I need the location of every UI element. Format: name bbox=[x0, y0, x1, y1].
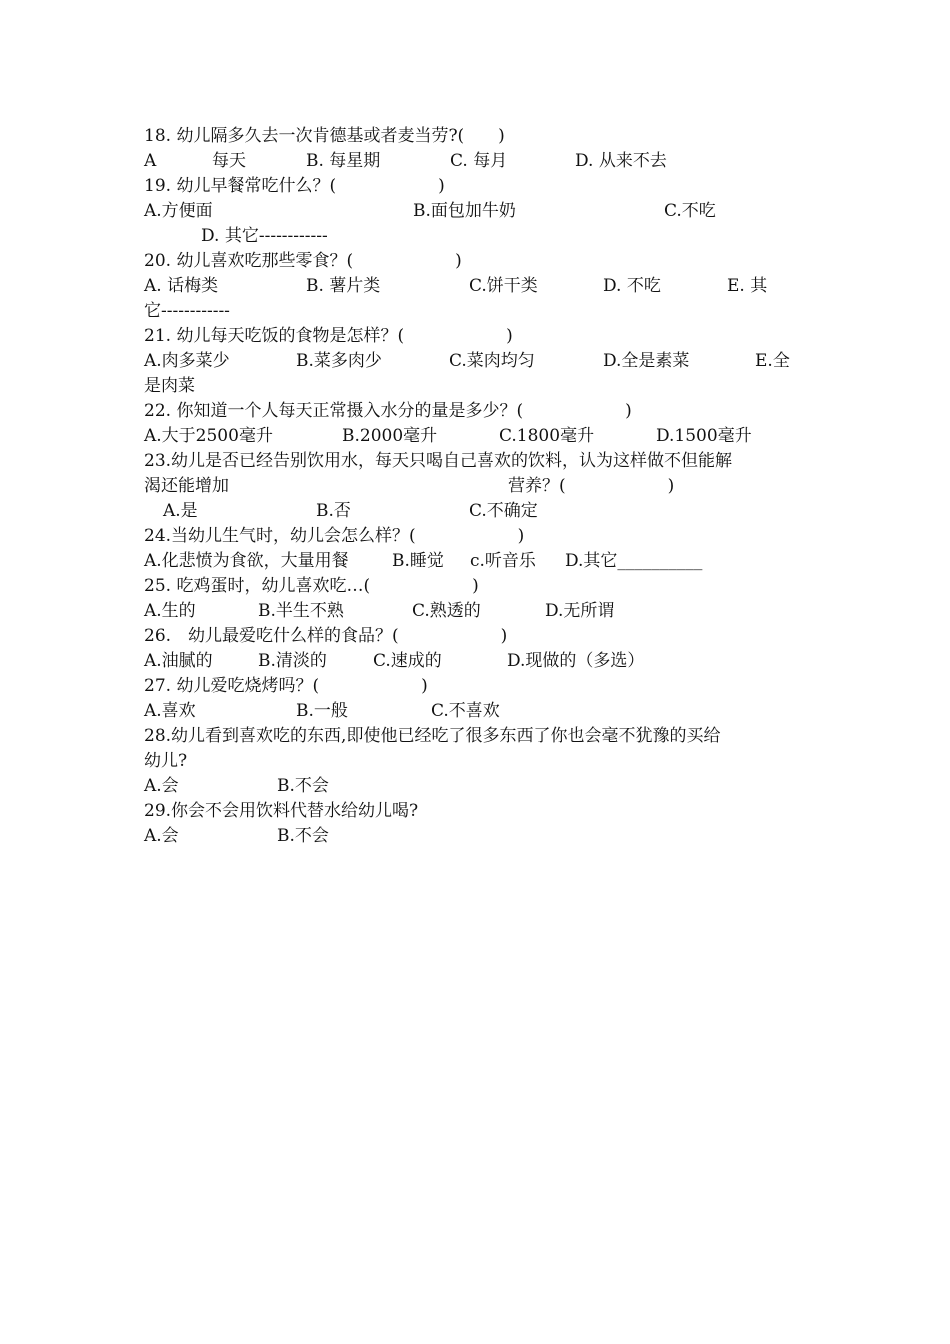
option[interactable]: B.不会 bbox=[277, 776, 329, 796]
option[interactable]: C.饼干类 bbox=[469, 276, 538, 296]
question-24: 24.当幼儿生气时，幼儿会怎么样？( ) bbox=[144, 526, 525, 546]
option[interactable]: A.油腻的 bbox=[144, 651, 213, 671]
option[interactable]: B.睡觉 bbox=[392, 551, 444, 571]
option[interactable]: A.会 bbox=[144, 826, 179, 846]
option[interactable]: A bbox=[144, 151, 157, 171]
question-18: 18. 幼儿隔多久去一次肯德基或者麦当劳?( ) bbox=[144, 126, 505, 146]
question-26: 26. 幼儿最爱吃什么样的食品？( ) bbox=[144, 626, 508, 646]
options-24 bbox=[144, 549, 703, 573]
options-27 bbox=[144, 699, 500, 723]
options-18 bbox=[144, 149, 667, 173]
question-text: 营养？( ) bbox=[508, 476, 675, 496]
option[interactable]: B.菜多肉少 bbox=[296, 351, 382, 371]
option[interactable]: B. 薯片类 bbox=[306, 276, 381, 296]
option[interactable]: C.不喜欢 bbox=[431, 701, 500, 721]
option[interactable]: A.是 bbox=[163, 501, 198, 521]
option[interactable]: B.2000毫升 bbox=[342, 426, 438, 446]
option[interactable]: c.听音乐 bbox=[470, 551, 536, 571]
option[interactable]: B.面包加牛奶 bbox=[413, 201, 516, 221]
options-28 bbox=[144, 774, 329, 798]
option[interactable]: D.1500毫升 bbox=[656, 426, 752, 446]
question-29: 29.你会不会用饮料代替水给幼儿喝? bbox=[144, 801, 419, 821]
question-19: 19. 幼儿早餐常吃什么？( ) bbox=[144, 176, 445, 196]
option[interactable]: C.菜肉均匀 bbox=[449, 351, 535, 371]
question-21: 21. 幼儿每天吃饭的食物是怎样？( ) bbox=[144, 326, 513, 346]
option[interactable]: D.全是素菜 bbox=[603, 351, 690, 371]
question-20: 20. 幼儿喜欢吃那些零食？( ) bbox=[144, 251, 462, 271]
option[interactable]: A.方便面 bbox=[144, 201, 213, 221]
option[interactable]: 每天 bbox=[212, 151, 246, 171]
question-22: 22. 你知道一个人每天正常摄入水分的量是多少？( ) bbox=[144, 401, 632, 421]
question-28-cont: 幼儿? bbox=[144, 751, 188, 771]
options-21 bbox=[144, 349, 790, 373]
option[interactable]: C.不确定 bbox=[469, 501, 538, 521]
option[interactable]: D. 其它------------ bbox=[201, 226, 328, 246]
option[interactable]: B.清淡的 bbox=[258, 651, 327, 671]
option[interactable]: C.熟透的 bbox=[412, 601, 481, 621]
option[interactable]: A.会 bbox=[144, 776, 179, 796]
options-29 bbox=[144, 824, 329, 848]
question-text: 渴还能增加 bbox=[144, 476, 229, 496]
option[interactable]: C. 每月 bbox=[450, 151, 508, 171]
option[interactable]: D. 不吃 bbox=[603, 276, 661, 296]
option[interactable]: E. 其 bbox=[727, 276, 768, 296]
options-26 bbox=[144, 649, 645, 673]
options-19 bbox=[144, 199, 716, 223]
option[interactable]: B.一般 bbox=[296, 701, 348, 721]
options-23 bbox=[144, 499, 538, 523]
options-20-cont: 它------------ bbox=[144, 301, 230, 321]
option[interactable]: A. 话梅类 bbox=[144, 276, 219, 296]
question-25: 25. 吃鸡蛋时，幼儿喜欢吃…( ) bbox=[144, 576, 479, 596]
option[interactable]: A.化悲愤为食欲，大量用餐 bbox=[144, 551, 349, 571]
option[interactable]: B.不会 bbox=[277, 826, 329, 846]
options-22 bbox=[144, 424, 752, 448]
option[interactable]: C.速成的 bbox=[373, 651, 442, 671]
options-20 bbox=[144, 274, 768, 298]
option[interactable]: B.半生不熟 bbox=[258, 601, 344, 621]
option[interactable]: B.否 bbox=[316, 501, 351, 521]
options-25 bbox=[144, 599, 615, 623]
option[interactable]: A.肉多菜少 bbox=[144, 351, 230, 371]
option[interactable]: D.其它__________ bbox=[565, 551, 703, 571]
option[interactable]: A.喜欢 bbox=[144, 701, 196, 721]
options-21-cont: 是肉菜 bbox=[144, 376, 195, 396]
option[interactable]: D. 从来不去 bbox=[575, 151, 667, 171]
question-27: 27. 幼儿爱吃烧烤吗？( ) bbox=[144, 676, 428, 696]
option[interactable]: D.现做的（多选） bbox=[507, 651, 645, 671]
option[interactable]: A.生的 bbox=[144, 601, 196, 621]
option[interactable]: D.无所谓 bbox=[545, 601, 615, 621]
option[interactable]: B. 每星期 bbox=[306, 151, 381, 171]
question-23-cont bbox=[144, 474, 675, 498]
question-28: 28.幼儿看到喜欢吃的东西,即使他已经吃了很多东西了你也会毫不犹豫的买给 bbox=[144, 726, 721, 746]
option[interactable]: C.1800毫升 bbox=[499, 426, 595, 446]
question-23: 23.幼儿是否已经告别饮用水，每天只喝自己喜欢的饮料，认为这样做不但能解 bbox=[144, 451, 733, 471]
option[interactable]: C.不吃 bbox=[664, 201, 716, 221]
option[interactable]: A.大于2500毫升 bbox=[144, 426, 273, 446]
option[interactable]: E.全 bbox=[755, 351, 790, 371]
options-19-cont bbox=[144, 224, 328, 248]
